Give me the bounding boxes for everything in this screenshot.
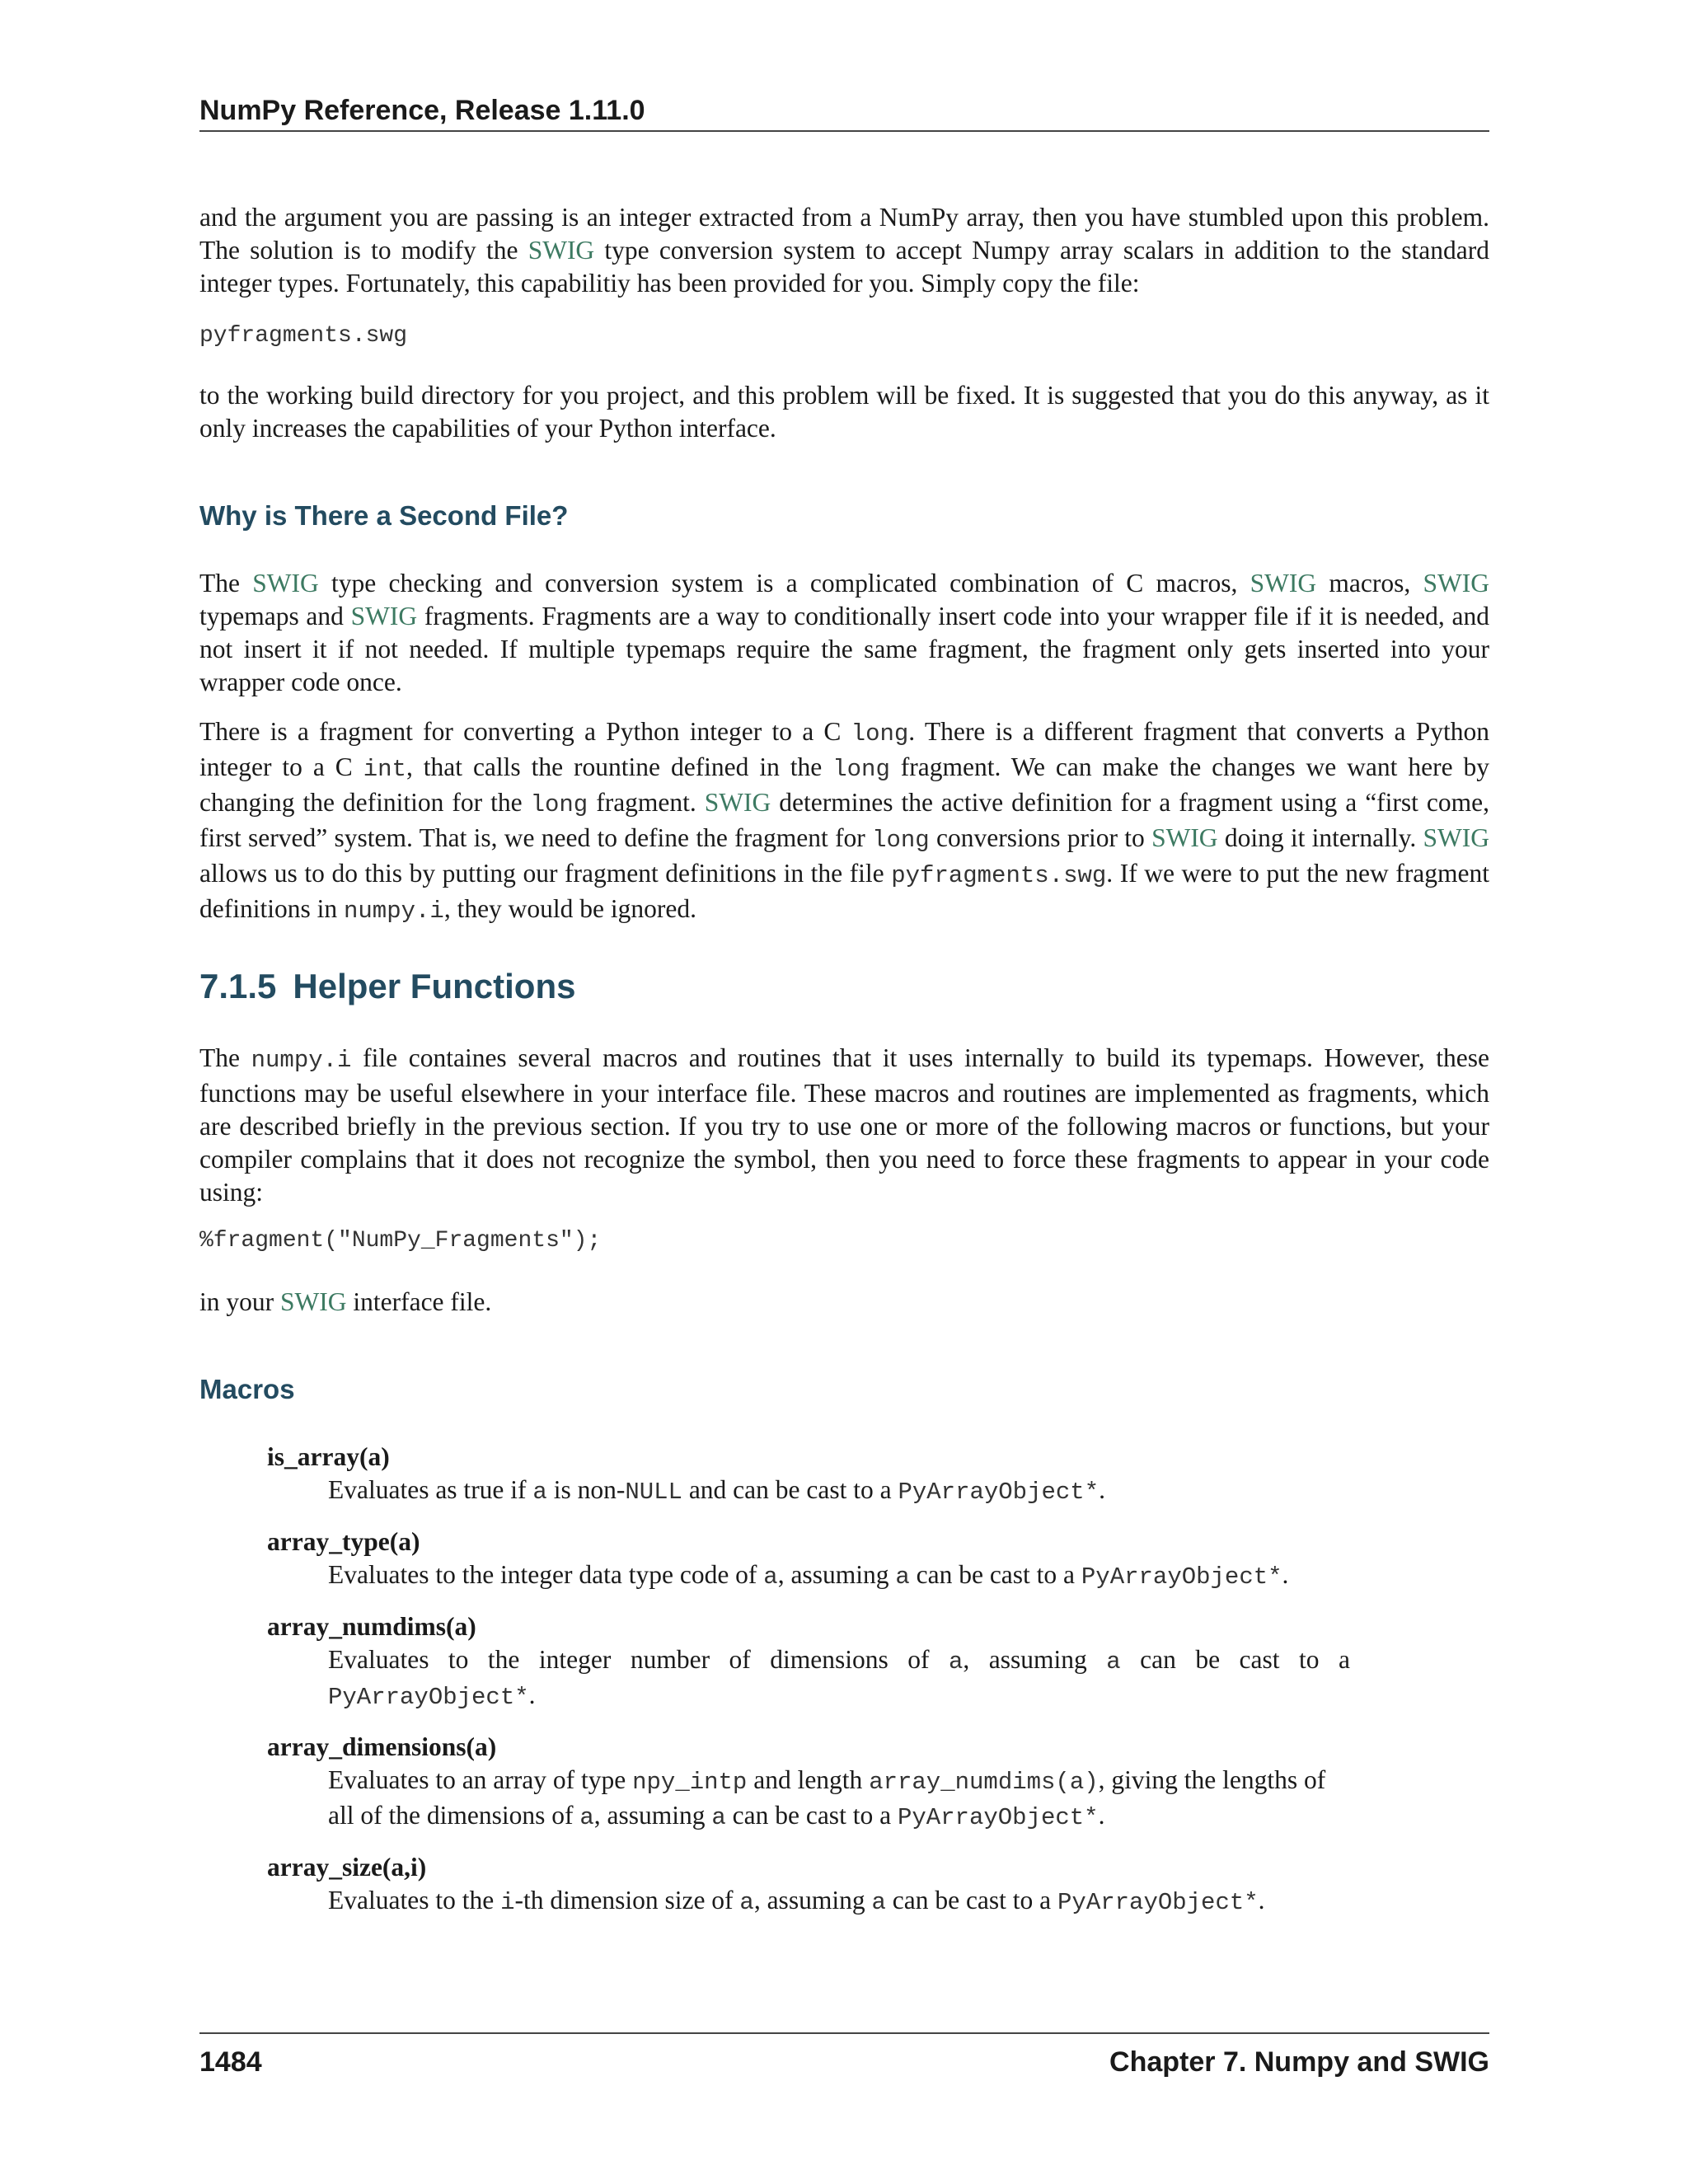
section-title: Helper Functions (293, 967, 576, 1005)
paragraph-6: in your SWIG interface file. (199, 1287, 492, 1316)
swig-link[interactable]: SWIG (704, 788, 771, 817)
section-number: 7.1.5 (199, 967, 277, 1005)
swig-link[interactable]: SWIG (1423, 823, 1489, 852)
code-block-pyfragments: pyfragments.swg (199, 323, 408, 349)
swig-link[interactable]: SWIG (280, 1287, 347, 1316)
paragraph-2: to the working build directory for you project, and this problem will be fixed. It is suggested that you do this anyway, as it only increases the capabilities of your Python interface. (199, 381, 1489, 443)
code-block-fragment: %fragment("NumPy_Fragments"); (199, 1228, 602, 1254)
swig-link[interactable]: SWIG (252, 569, 319, 598)
macro-description: Evaluates to the integer number of dimensions of a, assuming a can be cast to a PyArrayObject*. (328, 1645, 1350, 1711)
macro-entry (267, 1441, 1421, 1509)
swig-link[interactable]: SWIG (1423, 569, 1489, 598)
macro-entry (267, 1526, 1421, 1594)
macro-description: Evaluates as true if a is non-NULL and can be cast to a PyArrayObject*. (328, 1475, 1105, 1506)
macro-description: Evaluates to the integer data type code of a, assuming a can be cast to a PyArrayObject*. (328, 1560, 1289, 1591)
running-footer (199, 2032, 1489, 2079)
section-heading-helper-functions (199, 966, 1489, 1007)
chapter-title: Chapter 7. Numpy and SWIG (1109, 2046, 1489, 2078)
swig-link[interactable]: SWIG (1151, 823, 1218, 852)
macros-list (267, 1441, 1421, 1936)
macro-name: array_type(a) (267, 1527, 420, 1556)
subheading-macros: Macros (199, 1374, 295, 1404)
subheading-second-file: Why is There a Second File? (199, 500, 569, 531)
macro-entry (267, 1851, 1421, 1919)
paragraph-1: and the argument you are passing is an integer extracted from a NumPy array, then you have stumbled upon this problem. The solution is to modify the SWIG type conversion system to accept Numpy array scalars in addition to the standard integer types. Fortunately, this capabilitiy has been provided for you. Simply copy the file: (199, 203, 1489, 298)
page-number: 1484 (199, 2046, 262, 2078)
macro-name: array_size(a,i) (267, 1853, 427, 1882)
swig-link[interactable]: SWIG (528, 236, 595, 265)
header-title: NumPy Reference, Release 1.11.0 (199, 95, 645, 126)
document-page (199, 0, 1489, 2184)
swig-link[interactable]: SWIG (1250, 569, 1317, 598)
macro-entry (267, 1610, 1421, 1714)
macro-description: Evaluates to the i-th dimension size of a, assuming a can be cast to a PyArrayObject*. (328, 1886, 1265, 1916)
macro-description: Evaluates to an array of type npy_intp and length array_numdims(a), giving the lengths of all of the dimensions of a, assuming a can be cast to a PyArrayObject*. (328, 1765, 1326, 1831)
running-header (199, 94, 1489, 132)
paragraph-4: There is a fragment for converting a Python integer to a C long. There is a different fragment that converts a Python integer to a C int, that calls the rountine defined in the long fragment. We can make the changes we want here by changing the definition for the long fragment. SWIG determines the active definition for a fragment using a “first come, first served” system. That is, we need to define the fragment for long conversions prior to SWIG doing it internally. SWIG allows us to do this by putting our fragment definitions in the file pyfragments.swg. If we were to put the new fragment definitions in numpy.i, they would be ignored. (199, 717, 1490, 925)
macro-name: array_numdims(a) (267, 1612, 476, 1641)
macro-name: array_dimensions(a) (267, 1732, 497, 1761)
macro-entry (267, 1731, 1421, 1835)
paragraph-5: The numpy.i file containes several macros and routines that it uses internally to build its typemaps. However, these functions may be useful elsewhere in your interface file. These macros and routines are implemented as fragments, which are described briefly in the previous section. If you try to use one or more of the following macros or functions, but your compiler complains that it does not recognize the symbol, then you need to force these fragments to appear in your code using: (199, 1043, 1489, 1207)
paragraph-3: The SWIG type checking and conversion system is a complicated combination of C macros, SWIG macros, SWIG typemaps and SWIG fragments. Fragments are a way to conditionally insert code into your wrapper file if it is needed, and not insert it if not needed. If multiple typemaps require the same fragment, the fragment only gets inserted into your wrapper code once. (199, 569, 1489, 696)
macro-name: is_array(a) (267, 1442, 390, 1471)
swig-link[interactable]: SWIG (350, 602, 418, 630)
